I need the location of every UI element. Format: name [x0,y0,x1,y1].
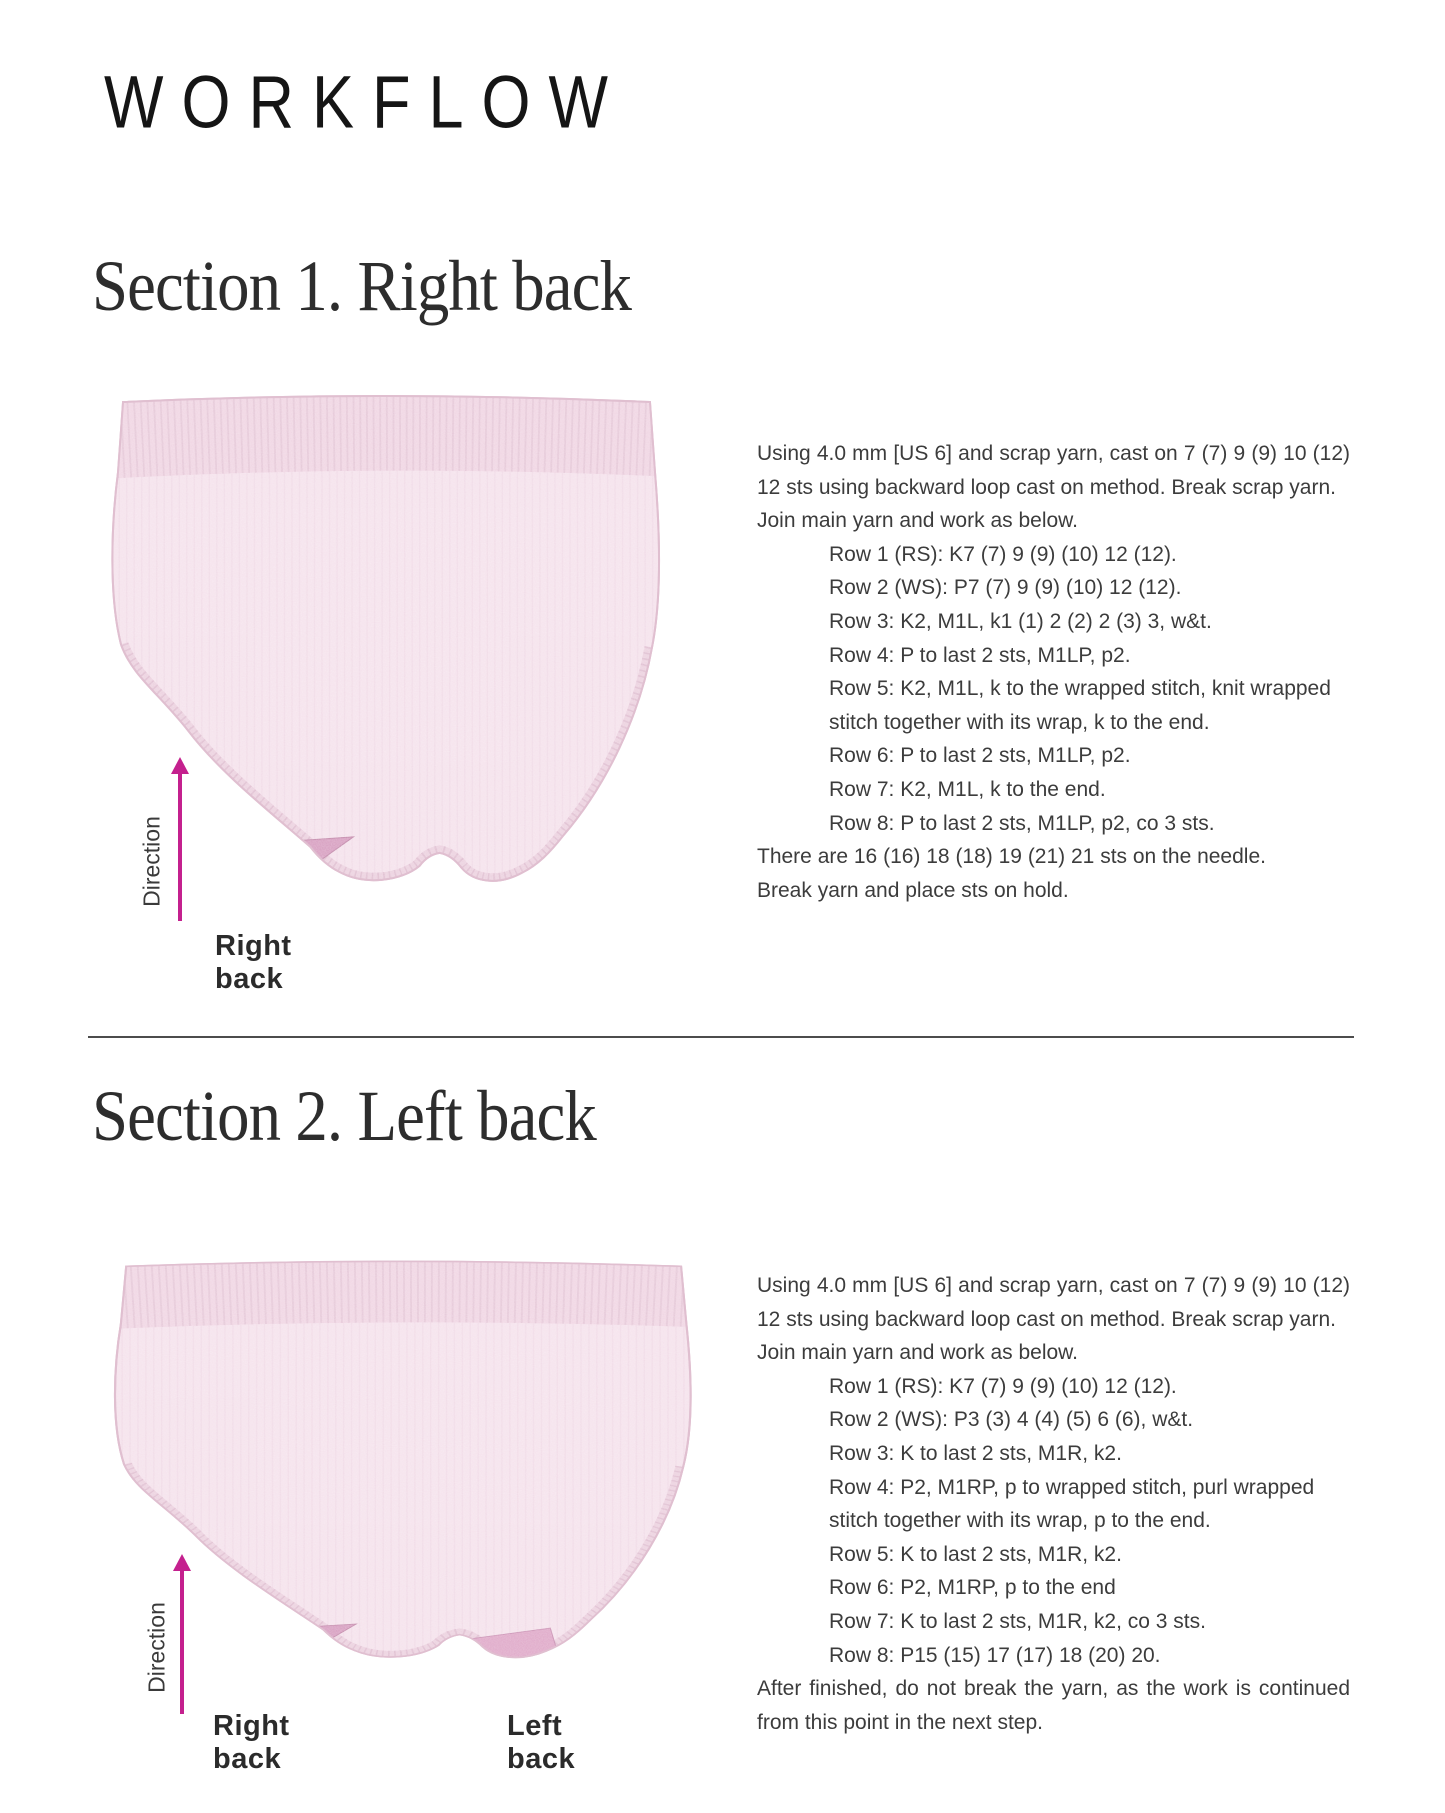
instruction-note: Break yarn and place sts on hold. [757,878,1069,902]
section-divider [88,1036,1354,1038]
instruction-row: Row 4: P2, M1RP, p to wrapped stitch, purl wrapped stitch together with its wrap, p to the end. [829,1475,1315,1533]
instruction-row: Row 2 (WS): P7 (7) 9 (9) (10) 12 (12). [829,576,1182,600]
instruction-rows [757,1370,1350,1672]
instruction-row: Row 1 (RS): K7 (7) 9 (9) (10) 12 (12). [829,1374,1177,1398]
instruction-intro: Using 4.0 mm [US 6] and scrap yarn, cast on 7 (7) 9 (9) 10 (12) 12 sts using backward loop cast on method. Break scrap yarn. [757,442,1350,499]
instruction-row: Row 8: P15 (15) 17 (17) 18 (20) 20. [829,1643,1161,1667]
instruction-row: Row 5: K to last 2 sts, M1R, k2. [829,1542,1122,1566]
direction-label: Direction [138,816,165,907]
section-1-heading: Section 1. Right back [92,246,632,326]
garment-illustration [103,1250,699,1696]
instruction-row: Row 5: K2, M1L, k to the wrapped stitch, knit wrapped stitch together with its wrap, k to the end. [829,677,1331,734]
instruction-row: Row 7: K to last 2 sts, M1R, k2, co 3 sts. [829,1609,1206,1633]
instruction-row: Row 2 (WS): P3 (3) 4 (4) (5) 6 (6), w&t. [829,1408,1194,1432]
figure-label-left-back: Left back [507,1710,576,1775]
instruction-row: Row 7: K2, M1L, k to the end. [829,777,1106,801]
instruction-row: Row 1 (RS): K7 (7) 9 (9) (10) 12 (12). [829,542,1177,566]
instruction-row: Row 8: P to last 2 sts, M1LP, p2, co 3 sts. [829,811,1215,835]
figure-left-back [95,1248,755,1813]
direction-arrow [178,773,182,921]
direction-label: Direction [143,1602,170,1693]
instruction-join: Join main yarn and work as below. [757,1341,1078,1365]
figure-label-right-back: Right back [213,1710,290,1775]
page-title: WORKFLOW [104,61,626,144]
direction-arrow [180,1570,184,1714]
section-2-heading: Section 2. Left back [92,1076,596,1156]
instruction-row: Row 3: K to last 2 sts, M1R, k2. [829,1441,1122,1465]
figure-label-right-back: Right back [215,930,292,995]
instruction-intro: Using 4.0 mm [US 6] and scrap yarn, cast on 7 (7) 9 (9) 10 (12) 12 sts using backward loop cast on method. Break scrap yarn. [757,1274,1350,1331]
instruction-note: After finished, do not break the yarn, as the work is continued from this point in the next step. [757,1677,1350,1734]
instruction-row: Row 3: K2, M1L, k1 (1) 2 (2) 2 (3) 3, w&t. [829,609,1212,633]
instruction-join: Join main yarn and work as below. [757,509,1078,533]
instructions-section-2 [757,1269,1350,1739]
instruction-row: Row 6: P to last 2 sts, M1LP, p2. [829,744,1131,768]
figure-right-back [95,375,715,1020]
garment-illustration [101,381,667,929]
instruction-row: Row 4: P to last 2 sts, M1LP, p2. [829,643,1131,667]
instruction-row: Row 6: P2, M1RP, p to the end [829,1576,1116,1600]
instructions-section-1 [757,437,1350,907]
instruction-rows [757,538,1350,840]
instruction-note: There are 16 (16) 18 (18) 19 (21) 21 sts on the needle. [757,845,1266,869]
